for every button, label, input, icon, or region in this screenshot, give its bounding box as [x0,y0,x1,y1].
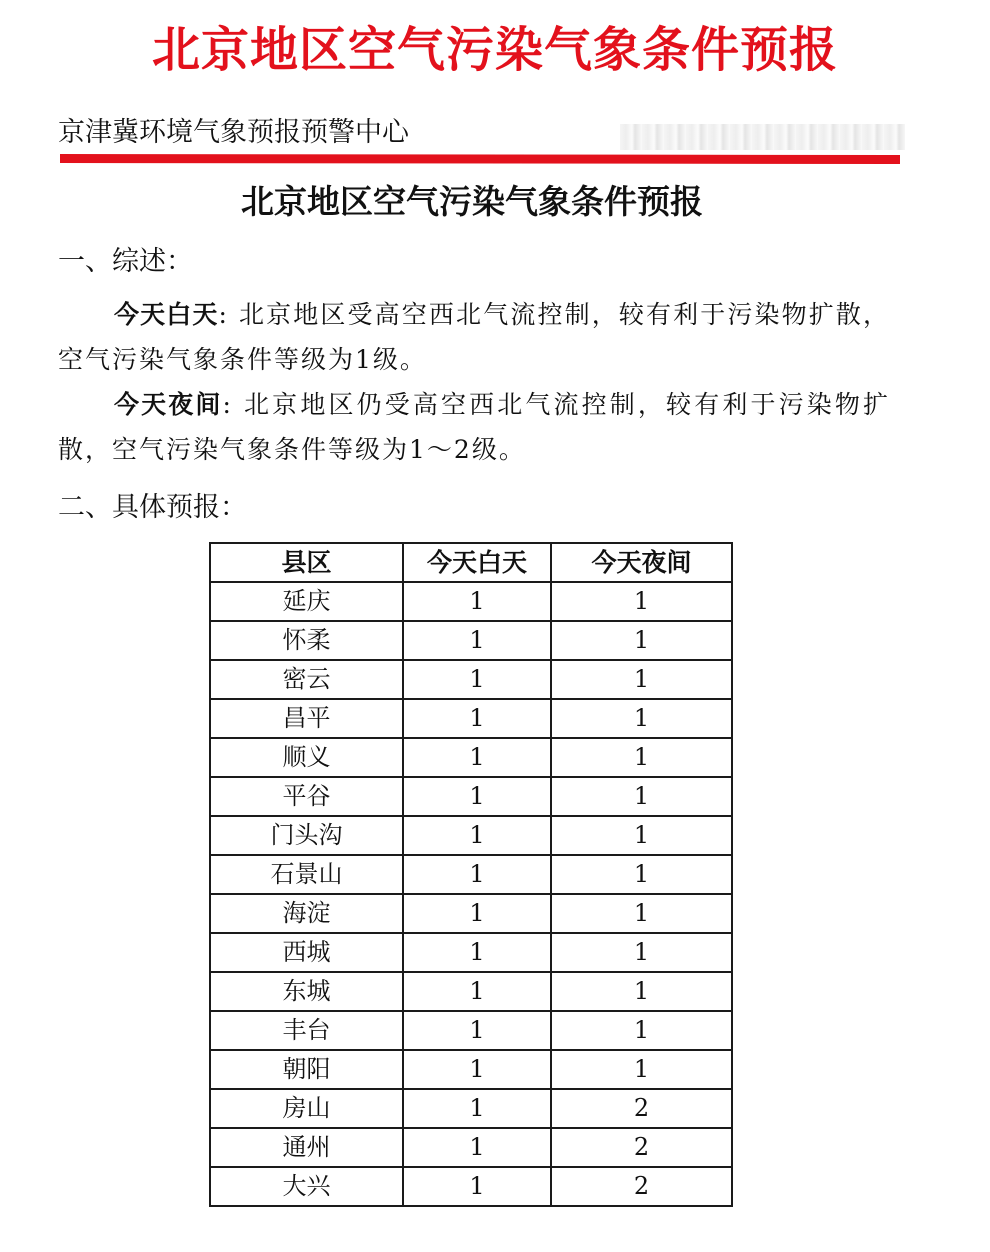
cell-night: 1 [551,1050,732,1089]
cell-day: 1 [403,933,551,972]
table-row [210,738,732,777]
table-row [210,816,732,855]
cell-day: 1 [403,738,551,777]
table-row [210,855,732,894]
table-row [210,660,732,699]
cell-night: 1 [551,738,732,777]
forecast-table [209,542,733,1207]
cell-county: 房山 [210,1089,403,1128]
document-title: 北京地区空气污染气象条件预报 [241,182,703,221]
cell-county: 海淀 [210,894,403,933]
cell-county: 顺义 [210,738,403,777]
cell-night: 1 [551,894,732,933]
summary-night-paragraph [58,382,890,472]
cell-day: 1 [403,1089,551,1128]
cell-day: 1 [403,972,551,1011]
cell-county: 昌平 [210,699,403,738]
cell-night: 1 [551,777,732,816]
cell-county: 大兴 [210,1167,403,1206]
cell-county: 门头沟 [210,816,403,855]
cell-county: 怀柔 [210,621,403,660]
agency-name: 京津冀环境气象预报预警中心 [58,117,409,148]
header-red-rule [60,154,900,164]
cell-county: 石景山 [210,855,403,894]
header-day: 今天白天 [403,543,551,582]
table-row [210,621,732,660]
cell-day: 1 [403,1128,551,1167]
table-row [210,894,732,933]
table-header-row [210,543,732,582]
cell-night: 1 [551,933,732,972]
cell-day: 1 [403,816,551,855]
table-row [210,699,732,738]
cell-day: 1 [403,894,551,933]
detail-heading: 二、具体预报： [58,492,247,523]
summary-night-text: : 北京地区仍受高空西北气流控制，较有利于污染物扩散，空气污染气象条件等级为1～2级。 [58,390,890,464]
header-night: 今天夜间 [551,543,732,582]
table-row [210,972,732,1011]
forecast-table-body [210,582,732,1206]
cell-night: 1 [551,816,732,855]
masthead-title: 北京地区空气污染气象条件预报 [151,22,838,78]
table-row [210,777,732,816]
summary-day-paragraph [58,292,890,382]
table-row [210,582,732,621]
header-red-rule-shape [60,154,900,164]
cell-day: 1 [403,1167,551,1206]
header-county: 县区 [210,543,403,582]
cell-county: 密云 [210,660,403,699]
cell-night: 2 [551,1167,732,1206]
cell-night: 1 [551,855,732,894]
table-row [210,1011,732,1050]
cell-day: 1 [403,855,551,894]
cell-county: 通州 [210,1128,403,1167]
cell-night: 1 [551,972,732,1011]
table-row [210,1167,732,1206]
summary-night-label: 今天夜间 [114,390,223,419]
cell-day: 1 [403,621,551,660]
cell-day: 1 [403,582,551,621]
cell-night: 2 [551,1089,732,1128]
cell-county: 丰台 [210,1011,403,1050]
cell-night: 1 [551,1011,732,1050]
cell-day: 1 [403,1011,551,1050]
cell-day: 1 [403,1050,551,1089]
cell-county: 延庆 [210,582,403,621]
table-row [210,1050,732,1089]
cell-county: 平谷 [210,777,403,816]
cell-night: 1 [551,621,732,660]
cell-day: 1 [403,660,551,699]
cell-county: 西城 [210,933,403,972]
cell-county: 东城 [210,972,403,1011]
cell-county: 朝阳 [210,1050,403,1089]
cell-day: 1 [403,777,551,816]
table-row [210,1128,732,1167]
summary-day-label: 今天白天 [114,300,219,329]
summary-heading: 一、综述： [58,246,193,277]
table-row [210,933,732,972]
cell-night: 2 [551,1128,732,1167]
summary-day-text: : 北京地区受高空西北气流控制，较有利于污染物扩散，空气污染气象条件等级为1级。 [58,300,890,374]
table-row [210,1089,732,1128]
cell-night: 1 [551,699,732,738]
scan-smudge [620,124,905,150]
cell-night: 1 [551,582,732,621]
cell-night: 1 [551,660,732,699]
cell-day: 1 [403,699,551,738]
